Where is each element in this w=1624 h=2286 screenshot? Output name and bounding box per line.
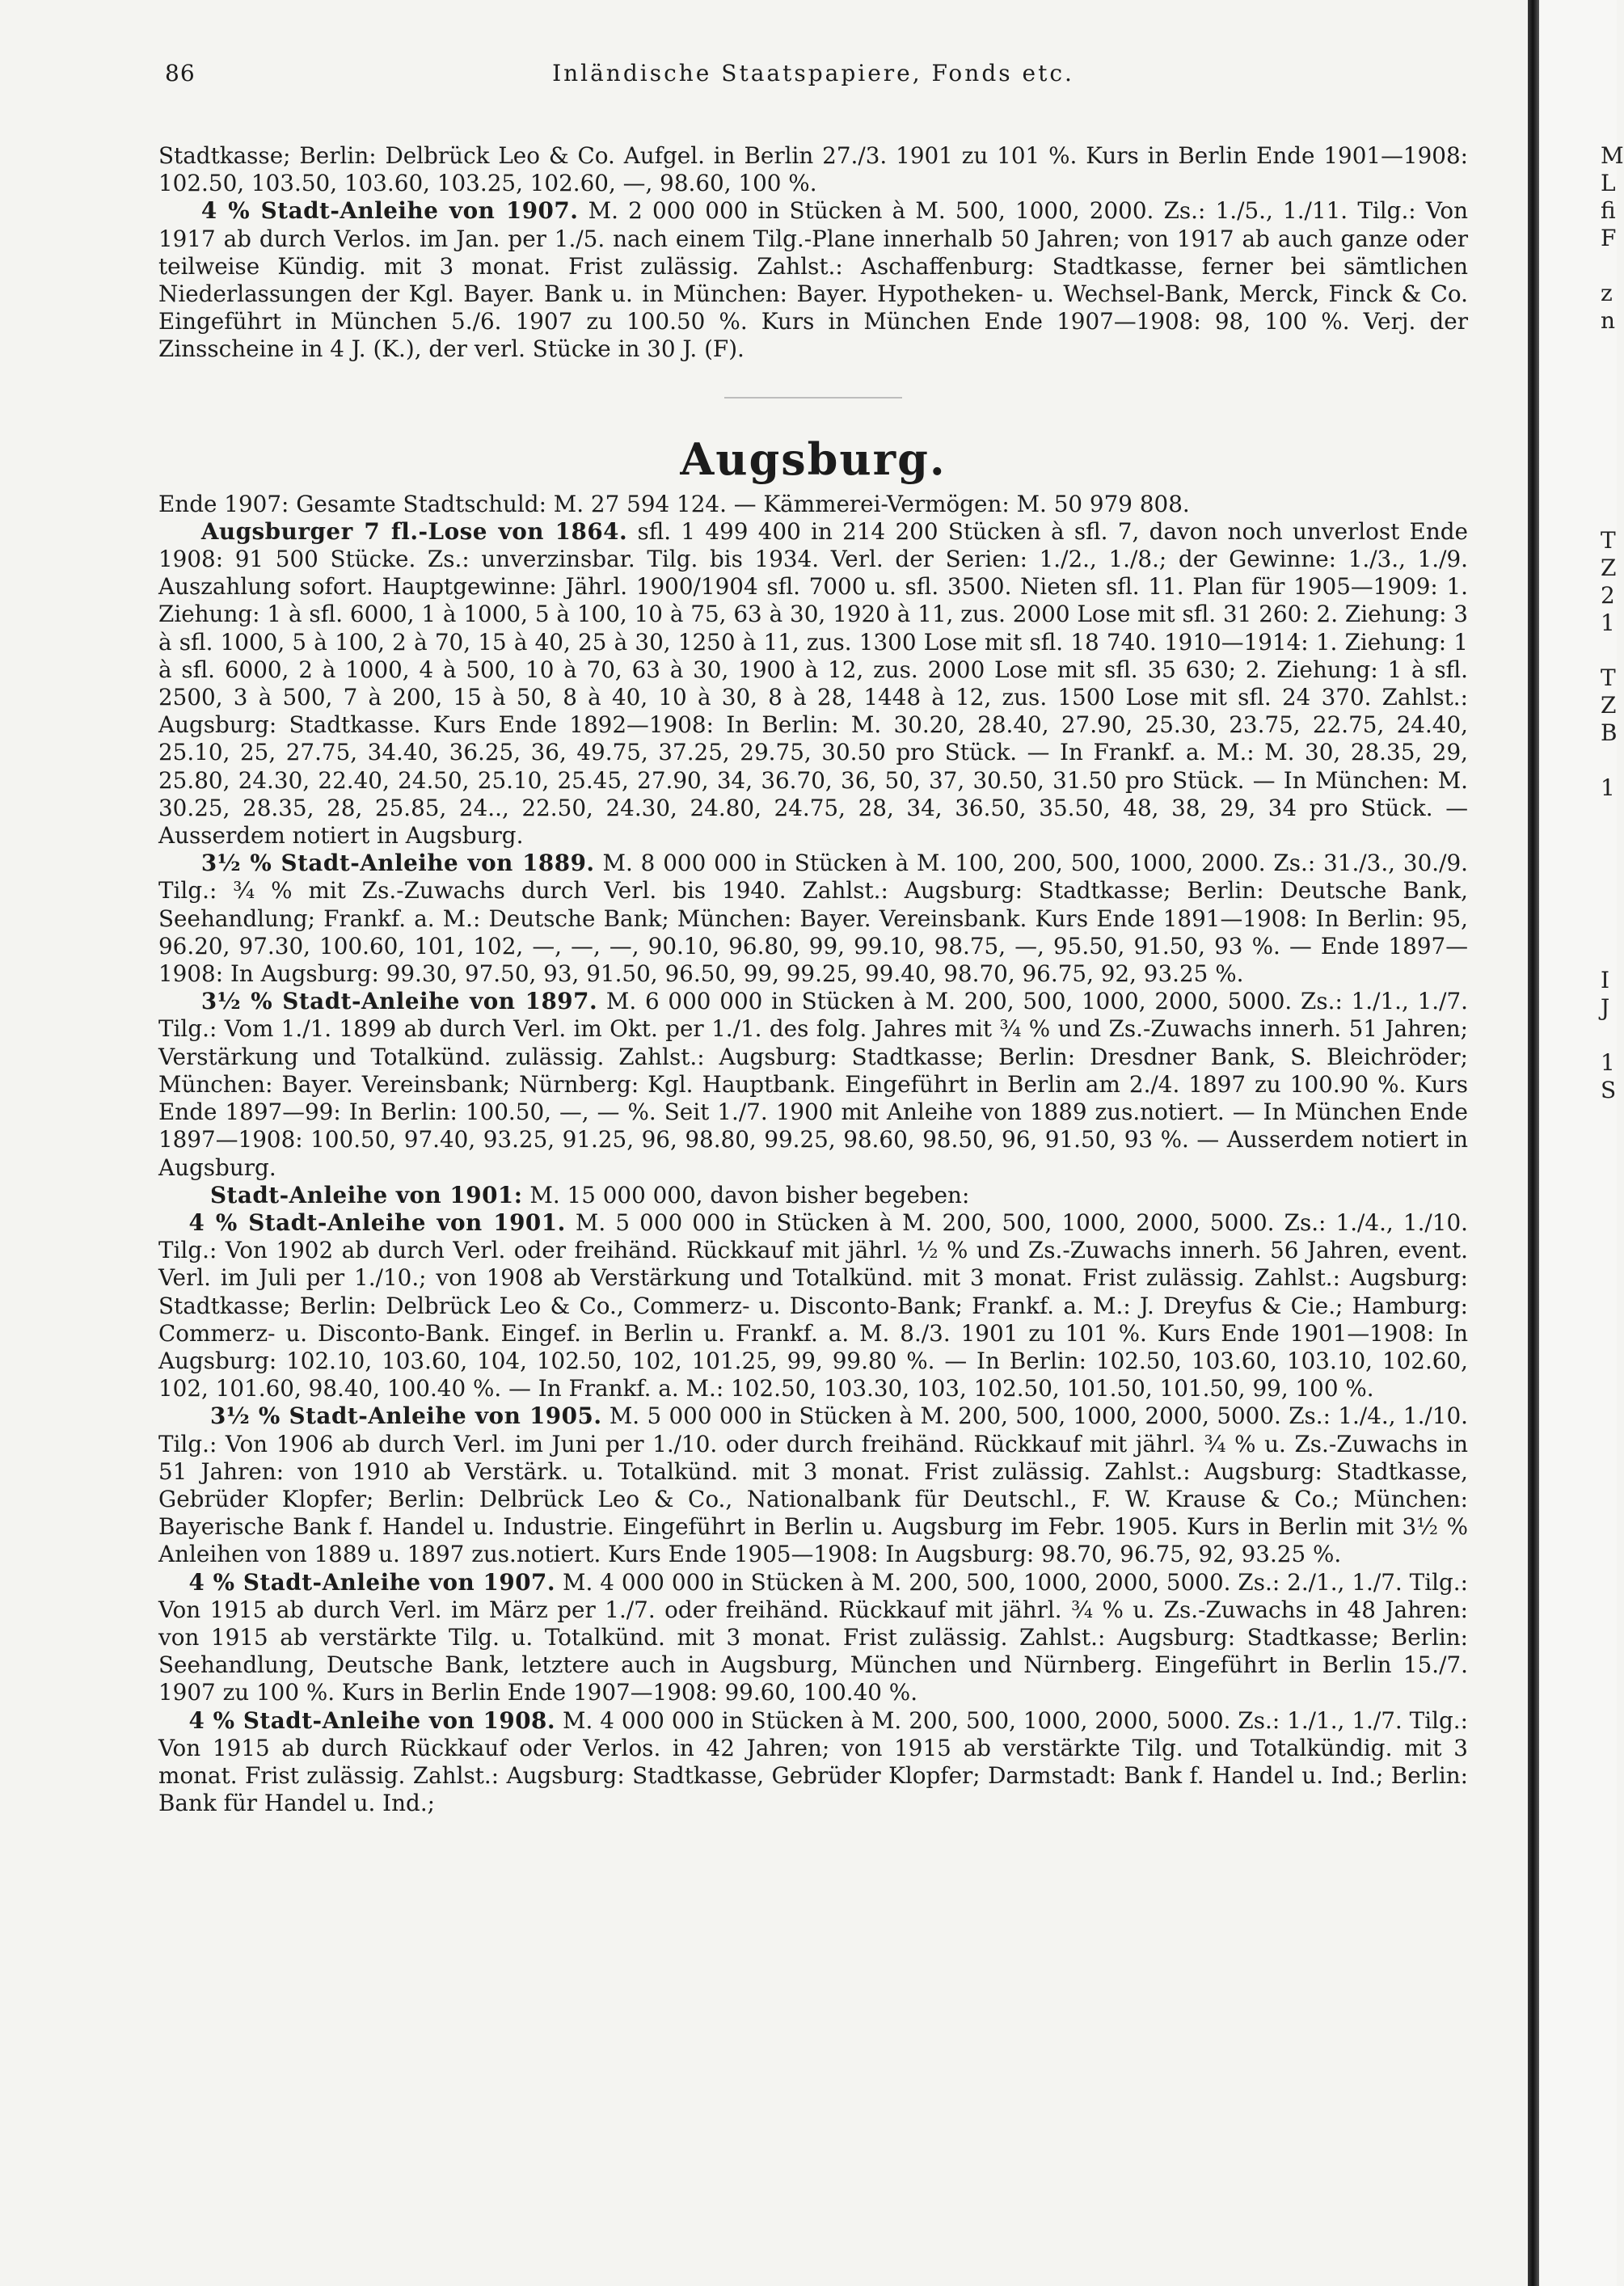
margin-fragment: T	[1601, 527, 1616, 554]
bond-entry	[158, 850, 1468, 988]
continued-paragraph: Stadtkasse; Berlin: Delbrück Leo & Co. Aufgel. in Berlin 27./3. 1901 zu 101 %. Kurs in Berlin Ende 1901—1908: 102.50, 103.50, 103.60, 103.25, 102.60, —, 98.60, 100 %.	[158, 142, 1468, 197]
bond-entry	[158, 1209, 1468, 1402]
margin-fragment: J	[1601, 994, 1610, 1021]
bond-text: M. 15 000 000, davon bisher begeben:	[529, 1181, 970, 1208]
margin-fragment: T	[1601, 664, 1616, 691]
margin-fragment: B	[1601, 719, 1618, 746]
bond-heading: 3½ % Stadt-Anleihe von 1889.	[200, 850, 595, 877]
bond-text: M. 5 000 000 in Stücken à M. 200, 500, 1000, 2000, 5000. Zs.: 1./4., 1./10. Tilg.: Von 1902 ab durch Verl. oder freihänd. Rückkauf mit jährl. ½ % und Zs.-Zuwachs innerh. 56 Jahren, event. Verl. im Juli per 1./10.; von 1908 ab Verstärkung und Totalkünd. mit 3 monat. Frist zulässig. Zahlst.: Augsburg: Stadtkasse; Berlin: Delbrück Leo & Co., Commerz- u. Disconto-Bank; Frankf. a. M.: J. Dreyfus & Cie.; Hamburg: Commerz- u. Disconto-Bank. Eingef. in Berlin u. Frankf. a. M. 8./3. 1901 zu 101 %. Kurs Ende 1901—1908: In Augsburg: 102.10, 103.60, 104, 102.50, 102, 101.25, 99, 99.80 %. — In Berlin: 102.50, 103.60, 103.10, 102.60, 102, 101.60, 98.40, 100.40 %. — In Frankf. a. M.: 102.50, 103.30, 103, 102.50, 101.50, 101.50, 99, 100 %.	[158, 1208, 1468, 1402]
city-summary: Ende 1907: Gesamte Stadtschuld: M. 27 594 124. — Kämmerei-Vermögen: M. 50 979 808.	[158, 490, 1190, 517]
page-number: 86	[165, 60, 196, 86]
bond-text: M. 5 000 000 in Stücken à M. 200, 500, 1000, 2000, 5000. Zs.: 1./4., 1./10. Tilg.: Von 1906 ab durch Verl. im Juni per 1./10. oder durch freihänd. Rückkauf mit jährl. ¾ % u. Zs.-Zuwachs in 51 Jahren: von 1910 ab Verstärk. u. Totalkünd. mit 3 monat. Frist zulässig. Zahlst.: Augsburg: Stadtkasse, Gebrüder Klopfer; Berlin: Delbrück Leo & Co., Nationalbank für Deutschl., F. W. Krause & Co.; München: Bayerische Bank f. Handel u. Industrie. Eingeführt in Berlin u. Augsburg im Febr. 1905. Kurs in Berlin mit 3½ % Anleihen von 1889 u. 1897 zus.notiert. Kurs Ende 1905—1908: In Augsburg: 98.70, 96.75, 92, 93.25 %.	[158, 1402, 1468, 1568]
bond-entry	[158, 1402, 1468, 1568]
bond-entry	[158, 197, 1468, 363]
bond-text: M. 4 000 000 in Stücken à M. 200, 500, 1000, 2000, 5000. Zs.: 2./1., 1./7. Tilg.: Von 1915 ab durch Verl. im März per 1./7. oder freihänd. Rückkauf mit jährl. ¾ % u. Zs.-Zuwachs in 48 Jahren: von 1915 ab verstärkte Tilg. u. Totalkünd. mit 3 monat. Frist zulässig. Zahlst.: Augsburg: Stadtkasse; Berlin: Seehandlung, Deutsche Bank, letztere auch in Augsburg, München und Nürnberg. Eingeführt in Berlin 15./7. 1907 zu 100 %. Kurs in Berlin Ende 1907—1908: 99.60, 100.40 %.	[158, 1568, 1468, 1706]
city-heading: Augsburg.	[680, 432, 947, 485]
margin-fragment: I	[1601, 967, 1610, 993]
bond-entry	[158, 518, 1468, 850]
margin-fragment: 1	[1601, 774, 1615, 801]
page-gutter-shadow	[1528, 0, 1539, 2286]
bond-text: M. 8 000 000 in Stücken à M. 100, 200, 500, 1000, 2000. Zs.: 31./3., 30./9. Tilg.: ¾ % mit Zs.-Zuwachs durch Verl. bis 1940. Zahlst.: Augsburg: Stadtkasse; Berlin: Deutsche Bank, Seehandlung; Frankf. a. M.: Deutsche Bank; München: Bayer. Vereinsbank. Kurs Ende 1891—1908: In Berlin: 95, 96.20, 97.30, 100.60, 101, 102, —, —, —, 90.10, 96.80, 99, 99.10, 98.75, —, 95.50, 91.50, 93 %. — Ende 1897—1908: In Augsburg: 99.30, 97.50, 93, 91.50, 96.50, 99, 99.25, 99.40, 98.70, 96.75, 92, 93.25 %.	[158, 850, 1468, 988]
margin-fragment: 1	[1601, 1049, 1615, 1076]
bond-heading: 4 % Stadt-Anleihe von 1907.	[200, 197, 579, 225]
page-body	[158, 142, 1468, 1817]
bond-heading: 4 % Stadt-Anleihe von 1908.	[188, 1706, 556, 1734]
margin-fragment: Z	[1601, 555, 1617, 581]
bond-heading: 4 % Stadt-Anleihe von 1907.	[188, 1568, 556, 1596]
section-divider	[724, 397, 902, 399]
bond-heading: 4 % Stadt-Anleihe von 1901.	[188, 1208, 566, 1236]
running-title: Inländische Staatspapiere, Fonds etc.	[552, 60, 1074, 86]
bond-entry	[158, 988, 1468, 1181]
bond-heading: Augsburger 7 fl.-Lose von 1864.	[200, 517, 628, 545]
bond-heading: Stadt-Anleihe von 1901:	[209, 1181, 523, 1208]
page-header	[165, 60, 1462, 95]
bond-text: M. 4 000 000 in Stücken à M. 200, 500, 1000, 2000, 5000. Zs.: 1./1., 1./7. Tilg.: Von 1915 ab durch Rückkauf oder Verlos. in 42 Jahren; von 1915 ab verstärkte Tilg. und Totalkündig. mit 3 monat. Frist zulässig. Zahlst.: Augsburg: Stadtkasse, Gebrüder Klopfer; Darmstadt: Bank f. Handel u. Ind.; Berlin: Bank für Handel u. Ind.;	[158, 1706, 1468, 1817]
bond-text: sfl. 1 499 400 in 214 200 Stücken à sfl. 7, davon noch unverlost Ende 1908: 91 500 Stücke. Zs.: unverzinsbar. Tilg. bis 1934. Verl. der Serien: 1./2., 1./8.; der Gewinne: 1./3., 1./9. Auszahlung sofort. Hauptgewinne: Jährl. 1900/1904 sfl. 7000 u. sfl. 3500. Nieten sfl. 11. Plan für 1905—1909: 1. Ziehung: 1 à sfl. 6000, 1 à 1000, 5 à 100, 10 à 75, 63 à 30, 1920 à 11, zus. 2000 Lose mit sfl. 31 260: 2. Ziehung: 3 à sfl. 1000, 5 à 100, 2 à 70, 15 à 40, 25 à 30, 1250 à 11, zus. 1300 Lose mit sfl. 18 740. 1910—1914: 1. Ziehung: 1 à sfl. 6000, 2 à 1000, 4 à 500, 10 à 70, 63 à 30, 1900 à 12, zus. 2000 Lose mit sfl. 35 630; 2. Ziehung: 1 à sfl. 2500, 3 à 500, 7 à 200, 15 à 50, 8 à 40, 10 à 30, 8 à 28, 1448 à 12, zus. 1500 Lose mit sfl. 24 370. Zahlst.: Augsburg: Stadtkasse. Kurs Ende 1892—1908: In Berlin: M. 30.20, 28.40, 27.90, 25.30, 23.75, 22.75, 24.40, 25.10, 25, 27.75, 34.40, 36.25, 36, 49.75, 37.25, 29.75, 30.50 pro Stück. — In Frankf. a. M.: M. 30, 28.35, 29, 25.80, 24.30, 22.40, 24.50, 25.10, 25.45, 27.90, 34, 36.70, 36, 50, 37, 30.50, 31.50 pro Stück. — In München: M. 30.25, 28.35, 28, 25.85, 24.., 22.50, 24.30, 24.80, 24.75, 28, 34, 36.50, 35.50, 48, 38, 29, 34 pro Stück. — Ausserdem notiert in Augsburg.	[158, 517, 1468, 850]
margin-fragment: M	[1601, 142, 1624, 169]
margin-fragment: 2	[1601, 582, 1615, 609]
margin-fragment: F	[1601, 225, 1617, 251]
bond-entry	[158, 1569, 1468, 1707]
margin-fragment: z	[1601, 280, 1613, 306]
bond-entry	[158, 1182, 1468, 1209]
margin-fragment: L	[1601, 170, 1616, 196]
bond-entry	[158, 1707, 1468, 1818]
bond-heading: 3½ % Stadt-Anleihe von 1905.	[209, 1402, 602, 1430]
margin-fragment: S	[1601, 1077, 1617, 1103]
bond-text: M. 6 000 000 in Stücken à M. 200, 500, 1000, 2000, 5000. Zs.: 1./1., 1./7. Tilg.: Vom 1./1. 1899 ab durch Verl. im Okt. per 1./1. des folg. Jahres mit ¾ % und Zs.-Zuwachs innerh. 51 Jahren; Verstärkung und Totalkünd. zulässig. Zahlst.: Augsburg: Stadtkasse; Berlin: Dresdner Bank, S. Bleichröder; München: Bayer. Vereinsbank; Nürnberg: Kgl. Hauptbank. Eingeführt in Berlin am 2./4. 1897 zu 100.90 %. Kurs Ende 1897—99: In Berlin: 100.50, —, — %. Seit 1./7. 1900 mit Anleihe von 1889 zus.notiert. — In München Ende 1897—1908: 100.50, 97.40, 93.25, 91.25, 96, 98.80, 99.25, 98.60, 98.50, 96, 91.50, 93 %. — Ausserdem notiert in Augsburg.	[158, 988, 1468, 1181]
margin-fragment: fi	[1601, 197, 1616, 224]
bond-text: M. 2 000 000 in Stücken à M. 500, 1000, 2000. Zs.: 1./5., 1./11. Tilg.: Von 1917 ab durch Verlos. im Jan. per 1./5. nach einem Tilg.-Plane innerhalb 50 Jahren; von 1917 ab auch ganze oder teilweise Kündig. mit 3 monat. Frist zulässig. Zahlst.: Aschaffenburg: Stadtkasse, ferner bei sämtlichen Niederlassungen der Kgl. Bayer. Bank u. in München: Bayer. Hypotheken- u. Wechsel-Bank, Merck, Finck & Co. Eingeführt in München 5./6. 1907 zu 100.50 %. Kurs in München Ende 1907—1908: 98, 100 %. Verj. der Zinsscheine in 4 J. (K.), der verl. Stücke in 30 J. (F).	[158, 197, 1469, 363]
margin-fragment: 1	[1601, 609, 1615, 636]
margin-fragment: Z	[1601, 692, 1617, 719]
adjacent-page-margin	[1539, 0, 1624, 2286]
bond-heading: 3½ % Stadt-Anleihe von 1897.	[200, 988, 598, 1015]
margin-fragment: n	[1601, 307, 1616, 334]
